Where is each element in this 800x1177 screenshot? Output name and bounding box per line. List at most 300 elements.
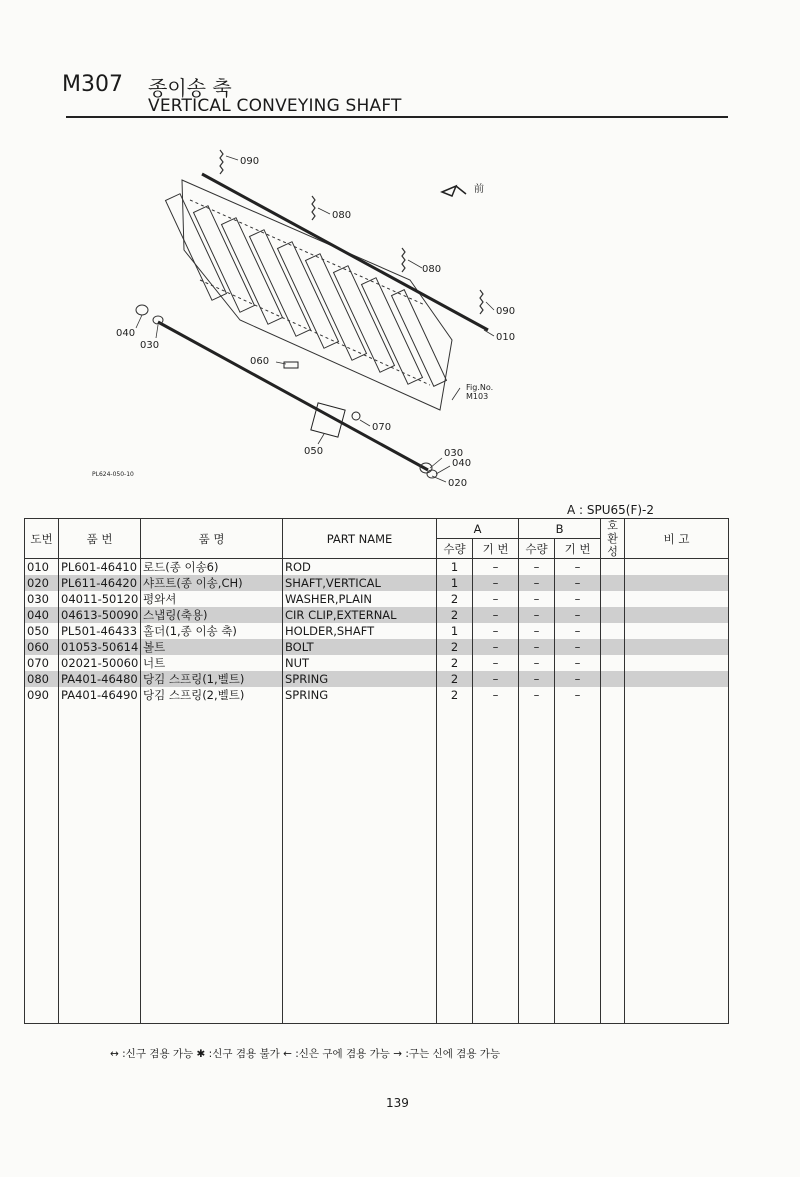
cell-empty (473, 911, 519, 927)
callout-label: 080 (422, 264, 442, 275)
empty-row (25, 799, 729, 815)
cell-empty (519, 911, 555, 927)
cell-empty (625, 591, 729, 607)
cell-a-qty: 2 (437, 639, 473, 655)
cell-empty (625, 815, 729, 831)
cell-a-base: – (473, 687, 519, 703)
cell-empty (283, 783, 437, 799)
cell-a-qty: 2 (437, 655, 473, 671)
cell-empty (519, 831, 555, 847)
cell-a-base: – (473, 591, 519, 607)
cell-empty (141, 943, 283, 959)
cell-empty (555, 719, 601, 735)
cell-empty (625, 831, 729, 847)
callout-label: 030 (444, 448, 464, 459)
cell-empty (437, 879, 473, 895)
cell-empty (25, 927, 59, 943)
callout-label: 080 (332, 210, 352, 221)
cell-empty (141, 847, 283, 863)
cell-empty (283, 719, 437, 735)
cell-empty (59, 991, 141, 1007)
drawing-id: PL624-050-10 (92, 471, 134, 478)
cell-empty (473, 1007, 519, 1024)
cell-empty (283, 703, 437, 719)
section-code: M307 (62, 72, 123, 97)
cell-empty (59, 767, 141, 783)
cell-empty (625, 783, 729, 799)
empty-row (25, 1007, 729, 1024)
compatibility-legend: ↔ :신구 겸용 가능 ✱ :신구 겸용 불가 ← :신은 구에 겸용 가능 → :구는 신에 겸용 가능 (110, 1048, 501, 1060)
cell-empty (437, 863, 473, 879)
cell-empty (59, 719, 141, 735)
cell-empty (59, 815, 141, 831)
cell-name-ko: 로드(종 이송6) (141, 559, 283, 576)
clip-040 (427, 470, 437, 478)
header-remarks: 비 고 (625, 519, 729, 559)
cell-empty (283, 767, 437, 783)
cell-empty (601, 591, 625, 607)
cell-a-qty: 1 (437, 575, 473, 591)
cell-empty (141, 959, 283, 975)
cell-part-no: 02021-50060 (59, 655, 141, 671)
callout-label: 040 (452, 458, 472, 469)
cell-empty (519, 703, 555, 719)
empty-row (25, 815, 729, 831)
cell-part-name: CIR CLIP,EXTERNAL (283, 607, 437, 623)
cell-empty (283, 943, 437, 959)
cell-empty (473, 863, 519, 879)
table-row (25, 575, 729, 591)
cell-empty (555, 751, 601, 767)
cell-empty (25, 735, 59, 751)
cell-empty (625, 623, 729, 639)
cell-part-no: 04613-50090 (59, 607, 141, 623)
callout-label: 010 (496, 332, 516, 343)
cell-empty (25, 959, 59, 975)
cell-empty (25, 943, 59, 959)
cell-empty (473, 735, 519, 751)
cell-empty (555, 735, 601, 751)
cell-empty (141, 751, 283, 767)
cell-empty (437, 911, 473, 927)
cell-a-base: – (473, 575, 519, 591)
cell-empty (473, 975, 519, 991)
table-row (25, 559, 729, 576)
cell-empty (141, 767, 283, 783)
cell-empty (555, 783, 601, 799)
cell-empty (519, 863, 555, 879)
cell-empty (555, 815, 601, 831)
cell-empty (519, 767, 555, 783)
cell-empty (473, 959, 519, 975)
cell-b-qty: – (519, 687, 555, 703)
cell-empty (625, 991, 729, 1007)
fig-ref-number: M103 (466, 392, 489, 401)
cell-empty (555, 1007, 601, 1024)
cell-empty (59, 975, 141, 991)
cell-empty (601, 975, 625, 991)
cell-a-base: – (473, 607, 519, 623)
empty-row (25, 767, 729, 783)
cell-empty (141, 927, 283, 943)
bolt-060 (284, 362, 298, 368)
cell-empty (519, 735, 555, 751)
cell-b-qty: – (519, 591, 555, 607)
cell-part-name: ROD (283, 559, 437, 576)
cell-empty (283, 831, 437, 847)
cell-name-ko: 볼트 (141, 639, 283, 655)
cell-empty (437, 783, 473, 799)
table-row (25, 607, 729, 623)
cell-empty (437, 831, 473, 847)
cell-a-base: – (473, 655, 519, 671)
cell-empty (519, 815, 555, 831)
cell-part-no: PL601-46410 (59, 559, 141, 576)
cell-empty (437, 719, 473, 735)
cell-empty (625, 607, 729, 623)
table-row (25, 687, 729, 703)
cell-b-qty: – (519, 655, 555, 671)
cell-empty (601, 879, 625, 895)
cell-a-base: – (473, 639, 519, 655)
cell-empty (141, 975, 283, 991)
cell-part-name: WASHER,PLAIN (283, 591, 437, 607)
cell-name-ko: 너트 (141, 655, 283, 671)
cell-empty (59, 863, 141, 879)
cell-empty (625, 847, 729, 863)
cell-empty (141, 703, 283, 719)
cell-empty (601, 783, 625, 799)
cell-empty (601, 719, 625, 735)
cell-part-name: SPRING (283, 671, 437, 687)
header-divider (66, 116, 728, 118)
cell-empty (141, 831, 283, 847)
callout-label: 090 (496, 306, 516, 317)
cell-empty (141, 719, 283, 735)
cell-empty (141, 799, 283, 815)
cell-empty (555, 863, 601, 879)
cell-empty (59, 879, 141, 895)
cell-empty (473, 927, 519, 943)
cell-empty (59, 959, 141, 975)
cell-empty (437, 735, 473, 751)
cell-empty (283, 863, 437, 879)
cell-empty (519, 1007, 555, 1024)
callout-label: 020 (448, 478, 468, 489)
cell-part-name: NUT (283, 655, 437, 671)
cell-b-base: – (555, 575, 601, 591)
cell-empty (625, 751, 729, 767)
cell-empty (283, 847, 437, 863)
cell-ref: 090 (25, 687, 59, 703)
cell-b-base: – (555, 687, 601, 703)
cell-empty (473, 879, 519, 895)
cell-empty (473, 815, 519, 831)
cell-part-no: PL501-46433 (59, 623, 141, 639)
empty-row (25, 751, 729, 767)
cell-empty (555, 879, 601, 895)
cell-b-base: – (555, 655, 601, 671)
callout-label: 060 (250, 356, 270, 367)
cell-empty (601, 607, 625, 623)
page-title-english: VERTICAL CONVEYING SHAFT (148, 96, 402, 116)
cell-empty (473, 719, 519, 735)
fig-ref-label: Fig.No. (466, 383, 494, 392)
cell-ref: 040 (25, 607, 59, 623)
cell-ref: 070 (25, 655, 59, 671)
cell-empty (141, 863, 283, 879)
cell-a-base: – (473, 623, 519, 639)
exploded-parts-diagram (80, 130, 540, 500)
cell-empty (283, 799, 437, 815)
cell-empty (601, 751, 625, 767)
cell-b-qty: – (519, 639, 555, 655)
cell-empty (473, 783, 519, 799)
cell-empty (555, 895, 601, 911)
empty-row (25, 991, 729, 1007)
direction-label: 前 (474, 184, 484, 195)
cell-empty (625, 575, 729, 591)
cell-empty (141, 1007, 283, 1024)
direction-arrow-icon (442, 186, 466, 196)
cell-empty (519, 991, 555, 1007)
cell-empty (59, 911, 141, 927)
empty-row (25, 943, 729, 959)
cell-empty (555, 927, 601, 943)
cell-empty (601, 959, 625, 975)
cell-empty (59, 895, 141, 911)
cell-empty (555, 703, 601, 719)
cell-empty (59, 927, 141, 943)
cell-empty (437, 927, 473, 943)
cell-b-base: – (555, 639, 601, 655)
cell-empty (601, 671, 625, 687)
cell-empty (601, 687, 625, 703)
empty-row (25, 959, 729, 975)
cell-empty (601, 639, 625, 655)
empty-row (25, 863, 729, 879)
cell-name-ko: 당김 스프링(1,벨트) (141, 671, 283, 687)
cell-empty (625, 735, 729, 751)
cell-empty (25, 703, 59, 719)
cell-empty (141, 911, 283, 927)
cell-empty (283, 879, 437, 895)
cell-empty (59, 847, 141, 863)
cell-b-qty: – (519, 671, 555, 687)
cell-empty (601, 831, 625, 847)
cell-empty (519, 719, 555, 735)
cell-empty (25, 719, 59, 735)
cell-empty (283, 735, 437, 751)
cell-empty (25, 767, 59, 783)
cell-empty (25, 799, 59, 815)
cell-empty (601, 991, 625, 1007)
cell-empty (59, 735, 141, 751)
cell-empty (25, 991, 59, 1007)
cell-a-base: – (473, 671, 519, 687)
cell-empty (59, 831, 141, 847)
cell-part-no: PL611-46420 (59, 575, 141, 591)
header-ref: 도번 (25, 519, 59, 559)
cell-empty (283, 991, 437, 1007)
cell-empty (601, 623, 625, 639)
cell-empty (519, 975, 555, 991)
cell-ref: 010 (25, 559, 59, 576)
cell-empty (601, 575, 625, 591)
cell-empty (625, 879, 729, 895)
cell-b-base: – (555, 591, 601, 607)
cell-empty (283, 975, 437, 991)
cell-empty (437, 799, 473, 815)
cell-empty (59, 1007, 141, 1024)
header-part-no: 품 번 (59, 519, 141, 559)
cell-empty (601, 895, 625, 911)
cell-empty (601, 863, 625, 879)
cell-empty (601, 767, 625, 783)
cell-part-name: HOLDER,SHAFT (283, 623, 437, 639)
cell-ref: 030 (25, 591, 59, 607)
cell-a-qty: 2 (437, 607, 473, 623)
cell-empty (601, 655, 625, 671)
cell-part-name: BOLT (283, 639, 437, 655)
cell-empty (473, 847, 519, 863)
cell-empty (283, 815, 437, 831)
cell-name-ko: 평와셔 (141, 591, 283, 607)
belt-panels (166, 194, 447, 387)
cell-a-qty: 2 (437, 687, 473, 703)
cell-empty (437, 847, 473, 863)
cell-empty (519, 943, 555, 959)
cell-empty (625, 895, 729, 911)
cell-empty (625, 671, 729, 687)
header-a-qty: 수량 (437, 539, 473, 559)
cell-empty (601, 943, 625, 959)
cell-name-ko: 당김 스프링(2,벨트) (141, 687, 283, 703)
cell-empty (625, 703, 729, 719)
cell-empty (473, 703, 519, 719)
cell-empty (555, 911, 601, 927)
cell-empty (59, 799, 141, 815)
empty-row (25, 927, 729, 943)
cell-empty (555, 831, 601, 847)
cell-empty (283, 1007, 437, 1024)
cell-empty (437, 895, 473, 911)
cell-empty (555, 943, 601, 959)
empty-row (25, 783, 729, 799)
cell-empty (625, 655, 729, 671)
cell-empty (437, 959, 473, 975)
cell-empty (437, 975, 473, 991)
empty-row (25, 831, 729, 847)
cell-empty (519, 959, 555, 975)
cell-a-base: – (473, 559, 519, 576)
cell-empty (473, 895, 519, 911)
cell-empty (141, 815, 283, 831)
cell-empty (437, 815, 473, 831)
cell-empty (437, 991, 473, 1007)
cell-empty (555, 975, 601, 991)
cell-empty (25, 783, 59, 799)
cell-b-qty: – (519, 575, 555, 591)
empty-row (25, 895, 729, 911)
cell-empty (473, 943, 519, 959)
cell-empty (625, 767, 729, 783)
callout-label: 030 (140, 340, 160, 351)
cell-empty (25, 815, 59, 831)
cell-ref: 060 (25, 639, 59, 655)
cell-name-ko: 샤프트(종 이송,CH) (141, 575, 283, 591)
cell-empty (601, 847, 625, 863)
page-number: 139 (386, 1096, 409, 1110)
cell-empty (283, 895, 437, 911)
cell-empty (625, 559, 729, 576)
cell-empty (141, 895, 283, 911)
cell-empty (25, 975, 59, 991)
cell-empty (519, 895, 555, 911)
cell-empty (601, 1007, 625, 1024)
table-row (25, 671, 729, 687)
cell-empty (141, 735, 283, 751)
cell-empty (625, 1007, 729, 1024)
cell-empty (25, 911, 59, 927)
cell-empty (473, 799, 519, 815)
cell-name-ko: 홀더(1,종 이송 축) (141, 623, 283, 639)
cell-b-qty: – (519, 559, 555, 576)
cell-empty (625, 639, 729, 655)
cell-empty (141, 991, 283, 1007)
cell-empty (601, 703, 625, 719)
cell-b-base: – (555, 607, 601, 623)
cell-empty (555, 959, 601, 975)
cell-b-qty: – (519, 607, 555, 623)
header-compat: 호 환 성 (601, 519, 625, 559)
cell-empty (437, 767, 473, 783)
cell-empty (141, 783, 283, 799)
cell-empty (601, 799, 625, 815)
model-note: A : SPU65(F)-2 (567, 503, 655, 517)
cell-empty (625, 719, 729, 735)
cell-empty (625, 911, 729, 927)
table-row (25, 623, 729, 639)
cell-empty (473, 767, 519, 783)
cell-name-ko: 스냅링(축용) (141, 607, 283, 623)
washer-040 (136, 305, 148, 315)
page-title-korean: 종이송 축 (148, 76, 232, 100)
empty-row (25, 847, 729, 863)
header-group-a: A (437, 519, 519, 539)
cell-b-base: – (555, 623, 601, 639)
empty-row (25, 975, 729, 991)
cell-empty (59, 783, 141, 799)
header-b-qty: 수량 (519, 539, 555, 559)
header-part-name: PART NAME (283, 519, 437, 559)
cell-empty (283, 927, 437, 943)
header-a-base: 기 번 (473, 539, 519, 559)
cell-empty (519, 751, 555, 767)
header-name-ko: 품 명 (141, 519, 283, 559)
nut-070 (352, 412, 360, 420)
table-row (25, 591, 729, 607)
cell-empty (437, 943, 473, 959)
cell-part-name: SHAFT,VERTICAL (283, 575, 437, 591)
cell-a-qty: 1 (437, 623, 473, 639)
cell-empty (437, 1007, 473, 1024)
cell-empty (555, 767, 601, 783)
callout-label: 090 (240, 156, 260, 167)
cell-empty (437, 703, 473, 719)
cell-empty (283, 751, 437, 767)
cell-empty (25, 847, 59, 863)
